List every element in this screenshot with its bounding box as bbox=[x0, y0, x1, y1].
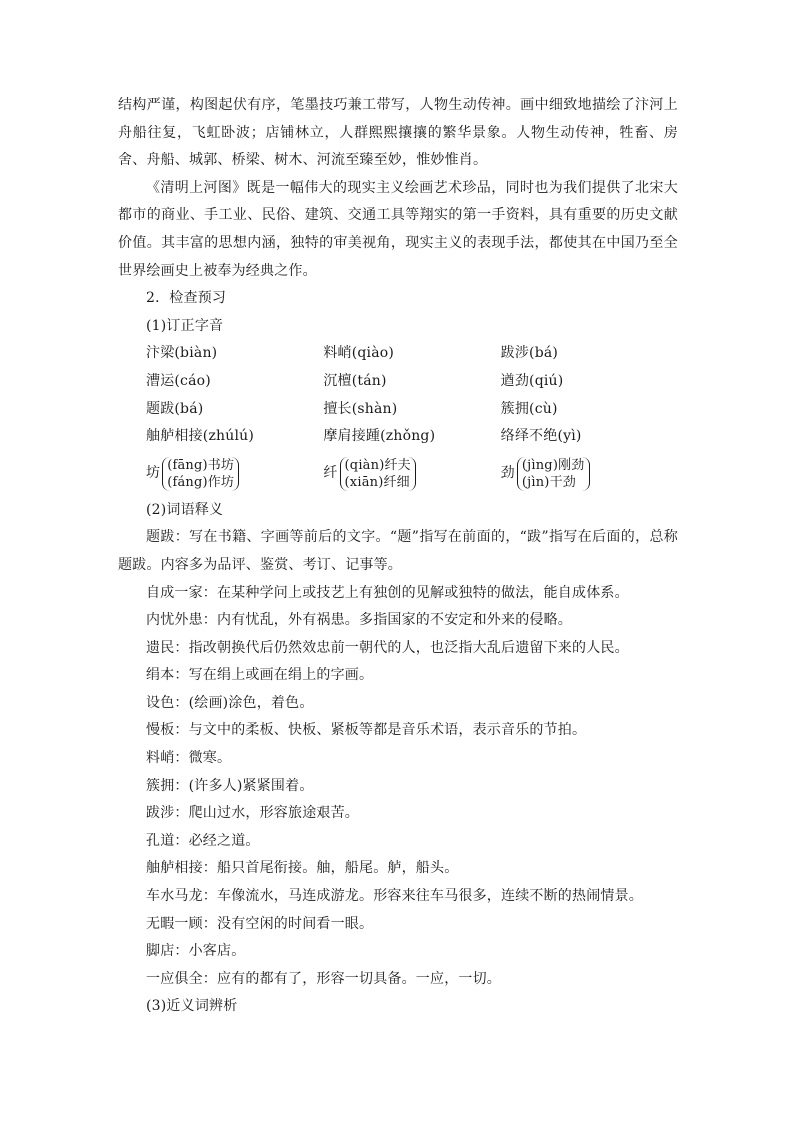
subheading-synonyms: (3)近义词辨析 bbox=[146, 998, 238, 1015]
pronunciation-item: 沉檀(tán) bbox=[323, 372, 387, 389]
definition-item: 题跋：写在书籍、字画等前后的文字。“题”指写在前面的，“跋”指写在后面的，总称题跋。内容多为品评、鉴赏、考订、记事等。 bbox=[118, 529, 678, 573]
pronunciation-item: 料峭(qiào) bbox=[323, 345, 395, 362]
polyphone-reading: (qiàn)纤夫 bbox=[344, 457, 411, 473]
pronunciation-item: 漕运(cáo) bbox=[146, 372, 211, 389]
pronunciation-item: 擅长(shàn) bbox=[323, 400, 398, 417]
polyphone-reading: (fāng)书坊 bbox=[167, 457, 235, 473]
definition-item: 自成一家：在某种学问上或技艺上有独创的见解或独特的做法，能自成体系。 bbox=[146, 584, 629, 601]
pronunciation-item: 遒劲(qiú) bbox=[500, 372, 564, 389]
polyphone-item bbox=[146, 457, 323, 491]
definition-item: 簇拥：(许多人)紧紧围着。 bbox=[146, 777, 314, 794]
pronunciation-table bbox=[118, 340, 678, 450]
polyphone-brace bbox=[517, 457, 590, 491]
polyphone-brace bbox=[162, 457, 239, 491]
pronunciation-item: 簇拥(cù) bbox=[500, 400, 558, 417]
subheading-pronunciation: (1)订正字音 bbox=[146, 317, 224, 334]
definition-item: 孔道：必经之道。 bbox=[146, 832, 260, 849]
definition-item: 脚店：小客店。 bbox=[146, 943, 246, 960]
pronunciation-item: 络绎不绝(yì) bbox=[500, 428, 582, 445]
pronunciation-row bbox=[118, 396, 678, 424]
polyphone-item bbox=[323, 457, 500, 491]
subheading-definitions: (2)词语释义 bbox=[146, 501, 224, 518]
document-body bbox=[118, 92, 678, 1021]
pronunciation-item: 题跋(bá) bbox=[146, 400, 204, 417]
definition-list bbox=[118, 524, 678, 993]
polyphone-brace bbox=[340, 457, 416, 491]
polyphone-reading: (jìn)干劲 bbox=[521, 474, 576, 490]
definition-item: 料峭：微寒。 bbox=[146, 750, 232, 767]
polyphone-reading: (xiān)纤细 bbox=[344, 474, 410, 490]
pronunciation-item: 舳舻相接(zhúlú) bbox=[146, 428, 255, 445]
pronunciation-row bbox=[118, 368, 678, 396]
definition-item: 遗民：指改朝换代后仍然效忠前一朝代的人，也泛指大乱后遗留下来的人民。 bbox=[146, 639, 629, 656]
definition-item: 绢本：写在绢上或画在绢上的字画。 bbox=[146, 667, 374, 684]
polyphone-reading: (jìng)刚劲 bbox=[521, 457, 585, 473]
intro-paragraph-1: 结构严谨，构图起伏有序，笔墨技巧兼工带写，人物生动传神。画中细致地描绘了汴河上舟船往复，飞虹卧波；店铺林立，人群熙熙攘攘的繁华景象。人物生动传神，牲畜、房舍、舟船、城郭、桥梁、树木、河流至臻至妙，惟妙惟肖。 bbox=[118, 97, 678, 169]
pronunciation-item: 跋涉(bá) bbox=[500, 345, 559, 362]
definition-item: 舳舻相接：船只首尾衔接。舳，船尾。舻，船头。 bbox=[146, 860, 459, 877]
polyphone-item bbox=[501, 457, 678, 491]
definition-item: 无暇一顾：没有空闲的时间看一眼。 bbox=[146, 915, 374, 932]
polyphone-row bbox=[118, 451, 678, 497]
pronunciation-row bbox=[118, 340, 678, 368]
pronunciation-row bbox=[118, 423, 678, 451]
polyphone-char: 劲 bbox=[500, 464, 515, 481]
polyphone-reading: (fáng)作坊 bbox=[167, 474, 235, 490]
pronunciation-item: 摩肩接踵(zhǒng) bbox=[323, 428, 436, 445]
definition-item: 车水马龙：车像流水，马连成游龙。形容来往车马很多，连续不断的热闹情景。 bbox=[146, 888, 643, 905]
definition-item: 跋涉：爬山过水，形容旅途艰苦。 bbox=[146, 805, 359, 822]
pronunciation-item: 汴梁(biàn) bbox=[146, 345, 218, 362]
intro-paragraph-2: 《清明上河图》既是一幅伟大的现实主义绘画艺术珍品，同时也为我们提供了北宋大都市的商业、手工业、民俗、建筑、交通工具等翔实的第一手资料，具有重要的历史文献价值。其丰富的思想内涵，独特的审美视角，现实主义的表现手法，都使其在中国乃至全世界绘画史上被奉为经典之作。 bbox=[118, 179, 678, 279]
definition-item: 一应俱全：应有的都有了，形容一切具备。一应，一切。 bbox=[146, 970, 501, 987]
definition-item: 慢板：与文中的柔板、快板、紧板等都是音乐术语，表示音乐的节拍。 bbox=[146, 722, 587, 739]
definition-item: 内忧外患：内有忧乱，外有祸患。多指国家的不安定和外来的侵略。 bbox=[146, 612, 572, 629]
definition-item: 设色：(绘画)涂色，着色。 bbox=[146, 694, 314, 711]
polyphone-char: 坊 bbox=[146, 464, 161, 481]
section-heading-check-preview: 2．检查预习 bbox=[146, 290, 227, 307]
polyphone-char: 纤 bbox=[323, 464, 338, 481]
